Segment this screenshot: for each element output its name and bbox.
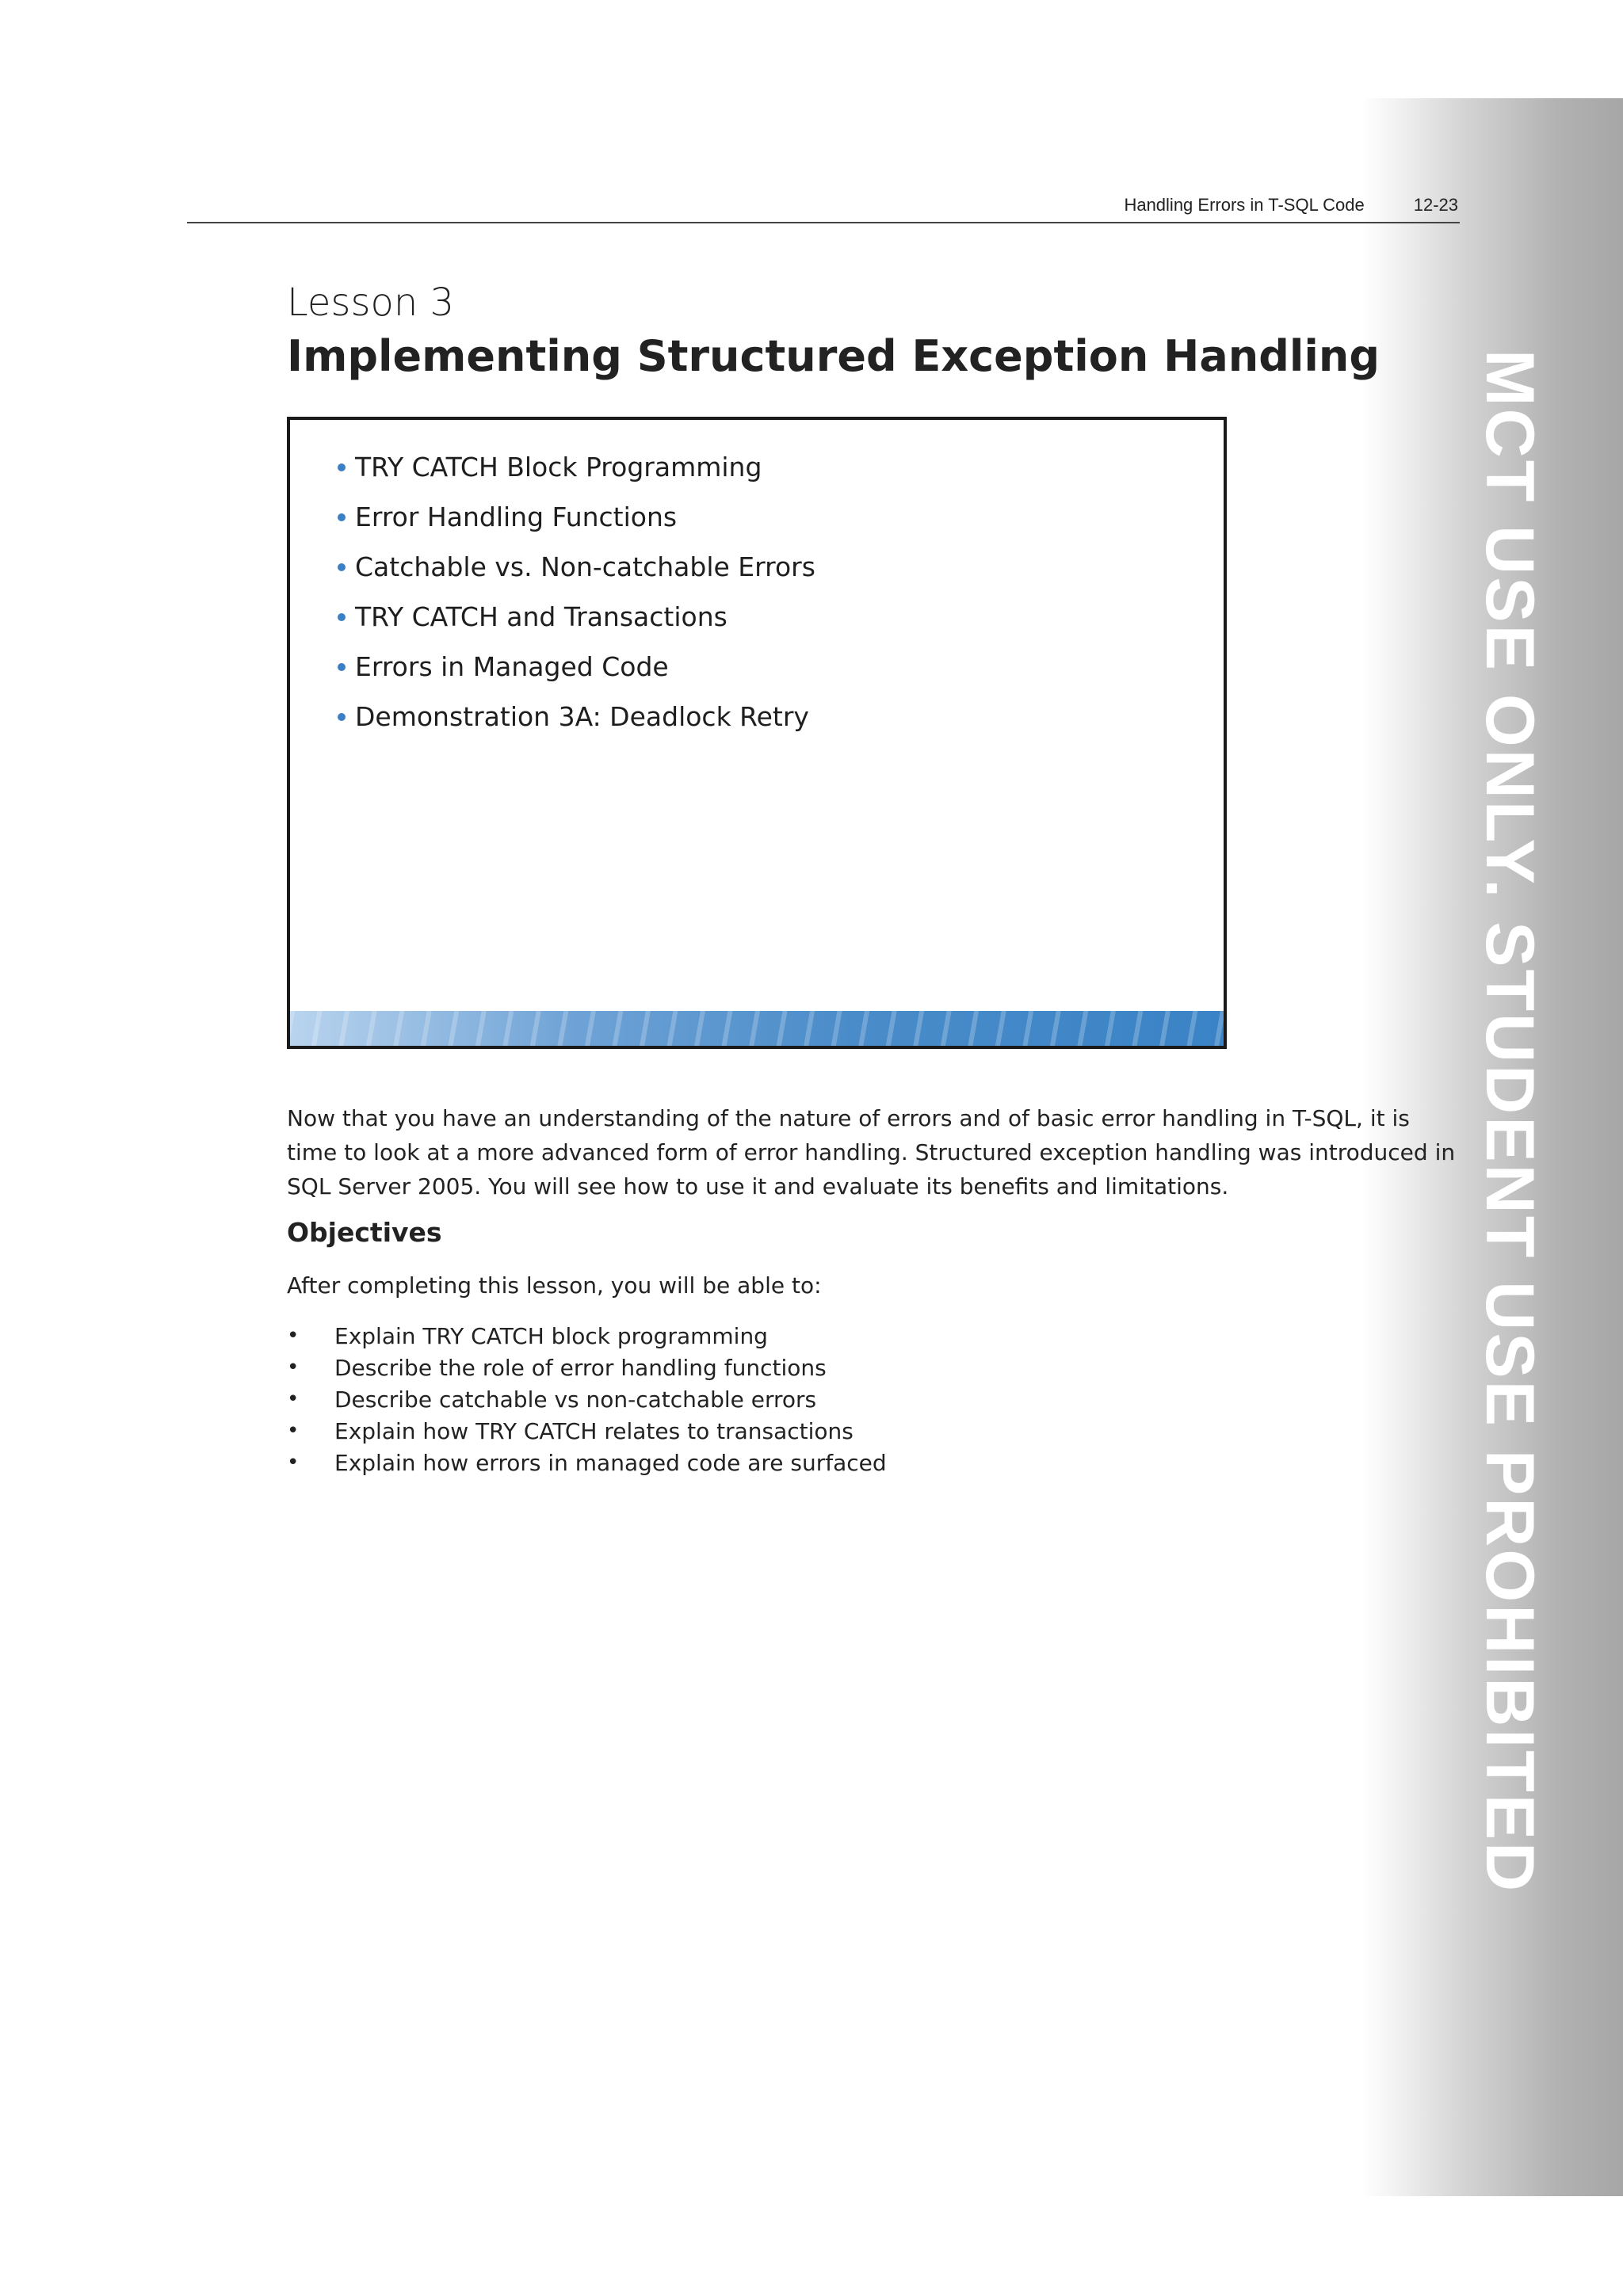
slide-bullet-item <box>338 692 815 742</box>
objective-item <box>287 1320 887 1352</box>
slide-bullet-text: TRY CATCH and Transactions <box>355 601 727 632</box>
objectives-list <box>287 1320 887 1478</box>
bullet-dot-icon <box>338 463 346 471</box>
objective-item <box>287 1383 887 1415</box>
bullet-dot-icon <box>338 613 346 621</box>
slide-bullet-item <box>338 592 815 642</box>
bullet-dot-icon <box>338 713 346 721</box>
slide-bullet-item <box>338 492 815 542</box>
bullet-dot-icon <box>338 513 346 521</box>
objective-item <box>287 1352 887 1383</box>
bullet-icon: • <box>287 1356 300 1379</box>
lesson-label: Lesson 3 <box>287 280 455 325</box>
objective-text: Describe catchable vs non-catchable errors <box>334 1386 817 1413</box>
objective-text: Explain how TRY CATCH relates to transactions <box>334 1417 854 1444</box>
slide-bullet-text: Error Handling Functions <box>355 502 678 532</box>
bullet-dot-icon <box>338 663 346 671</box>
objective-text: Explain TRY CATCH block programming <box>334 1322 768 1349</box>
page-number: 12-23 <box>1413 195 1458 215</box>
bullet-icon: • <box>287 1324 300 1348</box>
slide-bullet-item <box>338 442 815 492</box>
objectives-heading: Objectives <box>287 1217 442 1248</box>
objective-item <box>287 1415 887 1447</box>
watermark-text: MCT USE ONLY. STUDENT USE PROHIBITED <box>1472 349 1548 1894</box>
slide-image <box>287 417 1227 1049</box>
slide-bullet-text: Demonstration 3A: Deadlock Retry <box>355 701 809 732</box>
slide-bullet-list <box>338 442 815 742</box>
slide-bullet-text: TRY CATCH Block Programming <box>355 452 762 482</box>
slide-footer-bar <box>290 1011 1224 1046</box>
lesson-title: Implementing Structured Exception Handling <box>287 331 1380 381</box>
bullet-icon: • <box>287 1451 300 1474</box>
bullet-dot-icon <box>338 563 346 571</box>
slide-bullet-text: Catchable vs. Non-catchable Errors <box>355 551 815 582</box>
slide-bullet-item <box>338 642 815 692</box>
bullet-icon: • <box>287 1387 300 1411</box>
slide-bullet-item <box>338 542 815 592</box>
slide-bullet-text: Errors in Managed Code <box>355 651 669 682</box>
objective-text: Describe the role of error handling functions <box>334 1354 827 1381</box>
bullet-icon: • <box>287 1419 300 1443</box>
running-header <box>1109 195 1458 215</box>
objectives-intro: After completing this lesson, you will be able to: <box>287 1272 822 1299</box>
objective-text: Explain how errors in managed code are surfaced <box>334 1449 887 1476</box>
lesson-intro-paragraph: Now that you have an understanding of the nature of errors and of basic error handling in T-SQL, it is time to look at a more advanced form of error handling. Structured exception handling was introduced in SQL Server 2005. You will see how to use it and evaluate its benefits and limitations. <box>287 1105 1456 1199</box>
objective-item <box>287 1447 887 1478</box>
watermark-container <box>1466 227 1553 2017</box>
header-rule <box>187 222 1460 223</box>
running-header-title: Handling Errors in T-SQL Code <box>1124 195 1365 215</box>
